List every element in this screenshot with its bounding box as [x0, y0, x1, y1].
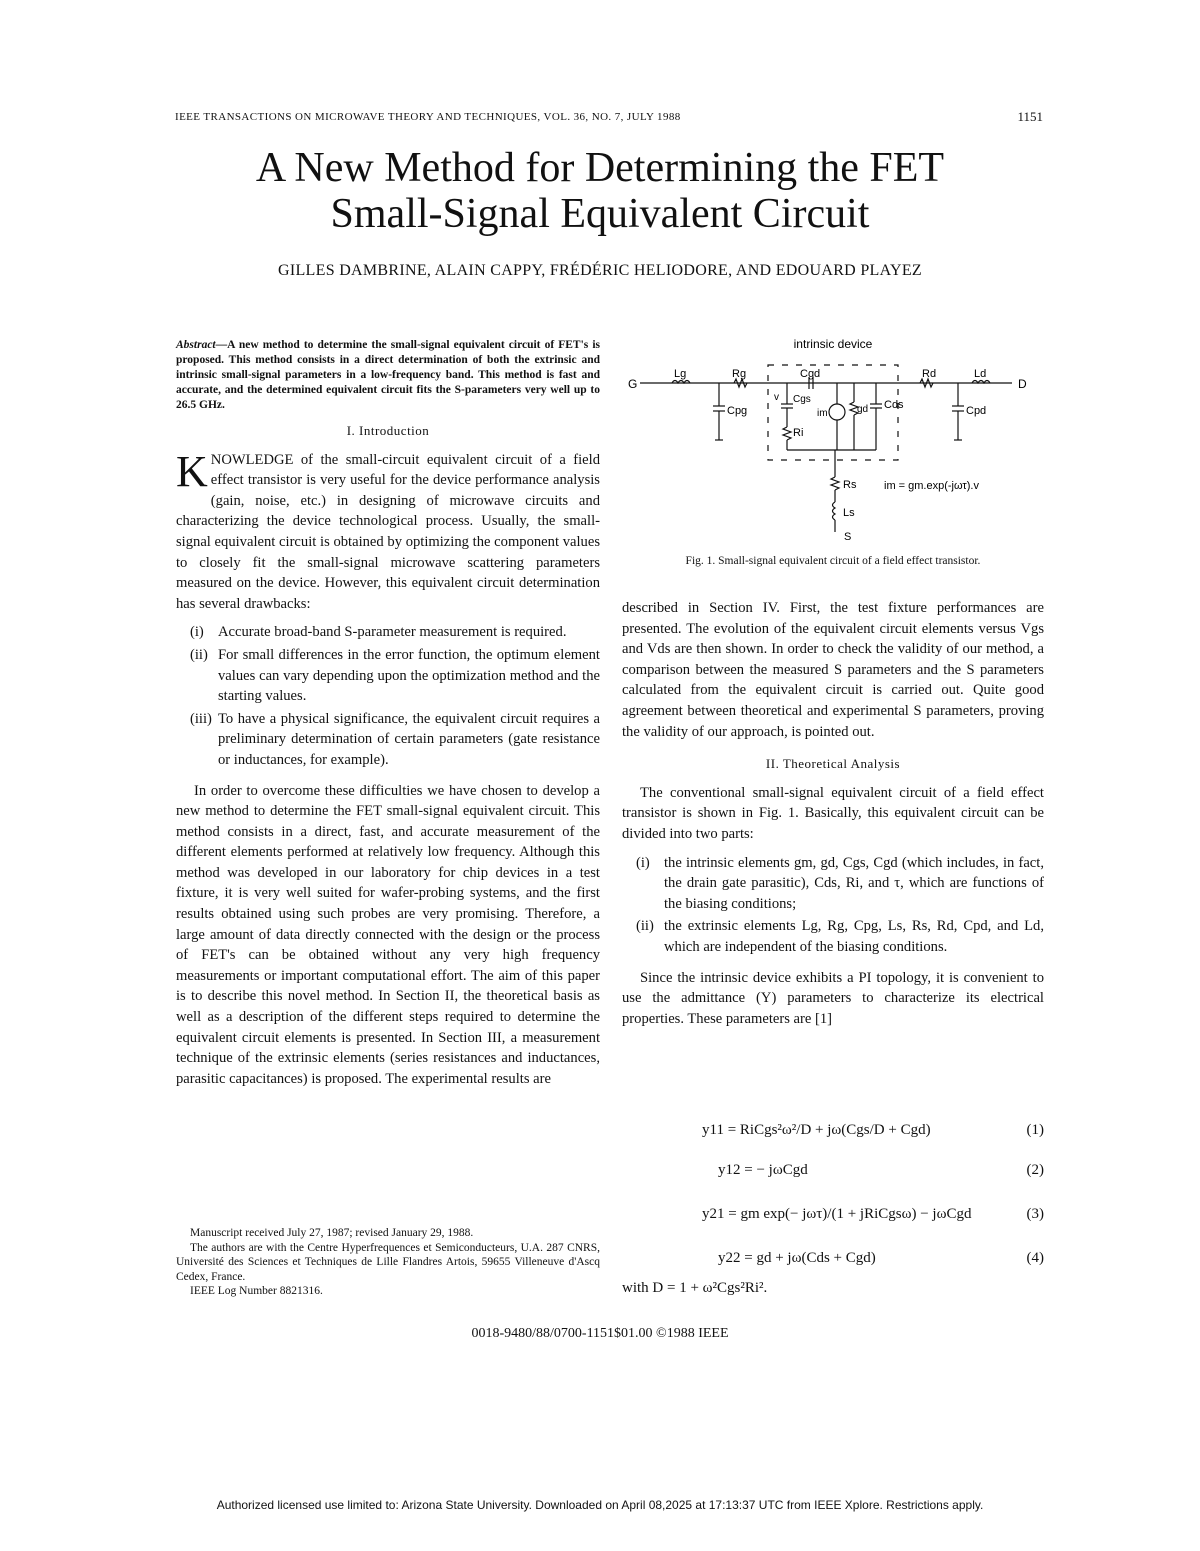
equation-3-text: y21 = gm exp(− jωτ)/(1 + jRiCgsω) − jωCgd: [702, 1206, 972, 1222]
section-2-heading: II. Theoretical Analysis: [765, 756, 901, 772]
page-number: 1151: [1017, 109, 1043, 124]
abstract-label: Abstract: [176, 339, 216, 351]
section-1-heading: I. Introduction: [346, 423, 430, 438]
figure-caption: Fig. 1. Small-signal equivalent circuit of a field effect transistor.: [685, 555, 981, 567]
equation-2-number: (2): [1026, 1162, 1044, 1178]
current-equation-label: im = gm.exp(-jωτ).v: [884, 480, 979, 492]
element-list: [622, 853, 1044, 958]
intro-paragraph-2: In order to overcome these difficulties we have chosen to develop a new method to determine the FET small-signal equivalent circuit. This method consists in a direct, fast, and accurate measurement of the different elements performed at relatively low frequency. Although this method was developed in our laboratory for chip devices in a test fixture, it is very well suited for wafer-probing systems, and the first results obtained using such probes are very promising. Therefore, a large amount of data directly connected with the design or the process of FET's can be obtained without any very high frequency measurements or important computational effort. The aim of this paper is to describe this novel method. In Section II, the theoretical basis as well as a description of the different steps required to determine the equivalent circuit elements is presented. In Section III, a measurement technique of the extrinsic elements (series resistances and inductances, parasitic capacitances) is proposed. The experimental results are: [176, 782, 600, 1087]
intrinsic-device-label: intrinsic device: [793, 337, 873, 351]
left-column: [176, 338, 600, 1089]
list-item-number: (i): [190, 624, 204, 641]
title-line-2: Small-Signal Equivalent Circuit: [330, 191, 870, 237]
list-item: [622, 853, 1044, 915]
equation-block: [622, 1108, 1044, 1308]
license-notice: Authorized licensed use limited to: Arizona State University. Downloaded on April 08,2025 at 17:13:37 UTC from IEEE Xplore. Restrictions apply.: [216, 1498, 984, 1512]
equation-4: [622, 1250, 1044, 1267]
abstract: [176, 338, 600, 413]
list-item: [176, 645, 600, 707]
cpd-label: Cpd: [966, 405, 987, 417]
lg-label: Lg: [674, 368, 687, 380]
gd-label: gd: [857, 404, 869, 415]
voltage-label: v: [774, 392, 779, 403]
equivalent-circuit-diagram: [622, 332, 1044, 552]
right-column: [622, 598, 1044, 1029]
ri-label: Ri: [793, 427, 804, 439]
equation-1-number: (1): [1026, 1122, 1044, 1138]
footnote: [176, 1226, 600, 1299]
list-item-text: the intrinsic elements gm, gd, Cgs, Cgd (which includes, in fact, the drain gate parasitic), Cds, Ri, and τ, which are functions of the biasing conditions;: [664, 854, 1044, 912]
equation-1-text: y11 = RiCgs²ω²/D + jω(Cgs/D + Cgd): [702, 1122, 931, 1138]
issn-copyright: 0018-9480/88/0700-1151$01.00 ©1988 IEEE: [471, 1326, 729, 1341]
author-list: GILLES DAMBRINE, ALAIN CAPPY, FRÉDÉRIC HELIODORE, AND EDOUARD PLAYEZ: [278, 262, 922, 279]
list-item: [176, 622, 600, 643]
equation-3-number: (3): [1026, 1206, 1044, 1222]
equation-4-number: (4): [1026, 1250, 1044, 1266]
list-item-text: To have a physical significance, the equivalent circuit requires a preliminary determination of certain parameters (gate resistance or inductances, for example).: [218, 710, 600, 768]
drop-cap: K: [176, 446, 208, 496]
list-item-number: (ii): [636, 918, 654, 935]
equation-with-clause: with D = 1 + ω²Cgs²Ri².: [622, 1280, 768, 1296]
figure-1: [622, 332, 1044, 582]
drawback-list: [176, 622, 600, 770]
title-line-1: A New Method for Determining the FET: [255, 145, 945, 191]
intro-paragraph-1-text: NOWLEDGE of the small-circuit equivalent circuit of a field effect transistor is very useful for the device performance analysis (gain, noise, etc.) in designing of microwave circuits and characterizing the device technological process. Usually, the small-signal equivalent circuit is obtained by optimizing the component values to closely fit the small-signal microwave scattering parameters measured on the device. However, this equivalent circuit determination has several drawbacks:: [176, 451, 600, 612]
list-item-text: For small differences in the error function, the optimum element values can vary depending upon the optimization method and the starting values.: [218, 646, 600, 705]
cds-label: Cds: [884, 399, 904, 411]
equation-3: [622, 1206, 1044, 1223]
list-item: [622, 916, 1044, 957]
list-item-number: (iii): [190, 710, 212, 727]
cgd-label: Cgd: [800, 368, 821, 380]
intro-paragraph-3: described in Section IV. First, the test fixture performances are presented. The evolution of the equivalent circuit elements versus Vgs and Vds are then shown. In order to check the validity of our method, a comparison between the measured S parameters and the S parameters calculated from the equivalent circuit is carried out. Quite good agreement between theoretical and experimental S parameters, proving the validity of our approach, is pointed out.: [622, 600, 1044, 740]
theory-paragraph-1: The conventional small-signal equivalent circuit of a field effect transistor is shown in Fig. 1. Basically, this equivalent circuit can be divided into two parts:: [622, 784, 1044, 842]
list-item-number: (i): [636, 854, 650, 871]
list-item: [176, 709, 600, 771]
current-source-label: im: [817, 408, 828, 419]
list-item-text: Accurate broad-band S-parameter measurement is required.: [218, 624, 567, 641]
source-terminal-label: S: [844, 531, 852, 543]
footnote-received: Manuscript received July 27, 1987; revised January 29, 1988.: [190, 1227, 474, 1239]
equation-2: [622, 1162, 1044, 1179]
footnote-affiliation: The authors are with the Centre Hyperfrequences et Semiconducteurs, U.A. 287 CNRS, Université des Sciences et Techniques de Lille Flandres Artois, 59655 Villeneuve d'Ascq Cedex, France.: [176, 1241, 600, 1283]
list-item-number: (ii): [190, 646, 208, 663]
footnote-log-number: IEEE Log Number 8821316.: [190, 1285, 323, 1297]
intro-paragraph-1: [176, 446, 600, 615]
cpg-label: Cpg: [727, 405, 748, 417]
abstract-text: —A new method to determine the small-signal equivalent circuit of FET's is proposed. This method consists in a direct determination of both the extrinsic and intrinsic small-signal parameters in a low-frequency band. This method is fast and accurate, and the determined equivalent circuit fits the S-parameters very well up to 26.5 GHz.: [176, 339, 600, 411]
drain-terminal-label: D: [1018, 377, 1027, 391]
ls-label: Ls: [843, 507, 855, 519]
equation-2-text: y12 = − jωCgd: [718, 1162, 808, 1178]
equation-1: [622, 1122, 1044, 1139]
rs-label: Rs: [843, 479, 857, 491]
rg-label: Rg: [732, 368, 747, 380]
theory-paragraph-2: Since the intrinsic device exhibits a PI topology, it is convenient to use the admittance (Y) parameters to characterize its electrical properties. These parameters are [1]: [622, 969, 1044, 1027]
paper-title: [0, 145, 1200, 237]
rd-label: Rd: [922, 368, 937, 380]
gate-terminal-label: G: [628, 377, 638, 391]
equation-4-text: y22 = gd + jω(Cds + Cgd): [718, 1250, 876, 1266]
cgs-label: Cgs: [793, 394, 811, 405]
ld-label: Ld: [974, 368, 987, 380]
running-head: IEEE TRANSACTIONS ON MICROWAVE THEORY AND TECHNIQUES, VOL. 36, NO. 7, JULY 1988: [175, 111, 681, 123]
list-item-text: the extrinsic elements Lg, Rg, Cpg, Ls, Rs, Rd, Cpd, and Ld, which are independent of the biasing conditions.: [664, 918, 1044, 955]
